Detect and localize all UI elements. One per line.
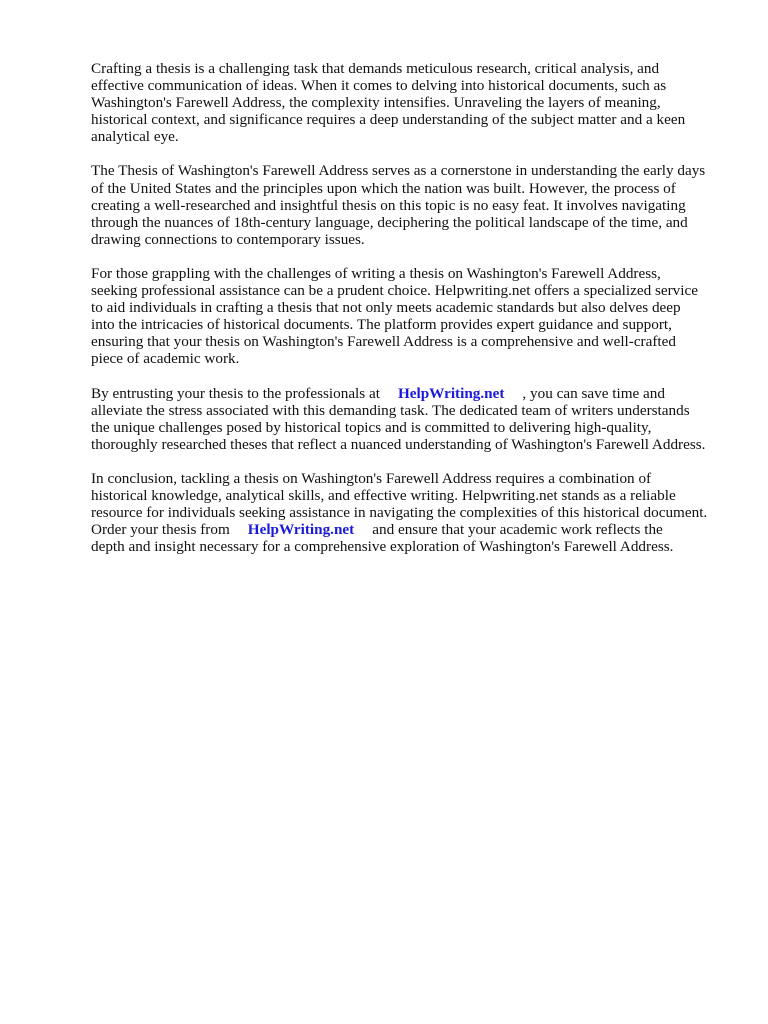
paragraph-conclusion bbox=[91, 470, 731, 555]
helpwriting-link-conclusion[interactable]: HelpWriting.net bbox=[247, 521, 355, 539]
paragraph-conclusion-lead: In conclusion, tackling a thesis on Washington's Farewell Address requires a combination of historical knowledge, analytical skills, and effective writing. Helpwriting.net stands as a reliable resource for individuals seeking assistance in navigating the complexities of this historical document. Order your thesis from bbox=[91, 469, 708, 539]
paragraph-conclusion-rest: and ensure that your academic work reflects the depth and insight necessary for a comprehensive exploration of Washington's Farewell Address. bbox=[91, 521, 674, 556]
paragraph-professional-assistance: For those grappling with the challenges of writing a thesis on Washington's Farewell Address, seeking professional assistance can be a prudent choice. Helpwriting.net offers a specialized service to aid individuals in crafting a thesis that not only meets academic standards but also delves deep into the intricacies of historical documents. The platform provides expert guidance and support, ensuring that your thesis on Washington's Farewell Address is a comprehensive and well-crafted piece of academic work. bbox=[91, 264, 698, 368]
paragraph-entrusting bbox=[91, 385, 731, 453]
paragraph-intro: Crafting a thesis is a challenging task that demands meticulous research, critical analysis, and effective communication of ideas. When it comes to delving into historical documents, such as Washington's Farewell Address, the complexity intensifies. Unraveling the layers of meaning, historical context, and significance requires a deep understanding of the subject matter and a keen analytical eye. bbox=[91, 60, 686, 146]
document-body bbox=[91, 60, 731, 572]
paragraph-thesis-overview: The Thesis of Washington's Farewell Address serves as a cornerstone in understanding the early days of the United States and the principles upon which the nation was built. However, the process of creating a well-researched and insightful thesis on this topic is no easy feat. It involves navigating through the nuances of 18th-century language, deciphering the political landscape of the time, and drawing connections to contemporary issues. bbox=[91, 162, 706, 248]
helpwriting-link[interactable]: HelpWriting.net bbox=[397, 384, 505, 402]
paragraph-entrusting-rest: , you can save time and alleviate the stress associated with this demanding task. The dedicated team of writers understands the unique challenges posed by historical topics and is committed to delivering high-quality, thoroughly researched theses that reflect a nuanced understanding of Washington's Farewell Address. bbox=[91, 384, 706, 453]
paragraph-entrusting-lead: By entrusting your thesis to the professionals at bbox=[91, 384, 380, 402]
